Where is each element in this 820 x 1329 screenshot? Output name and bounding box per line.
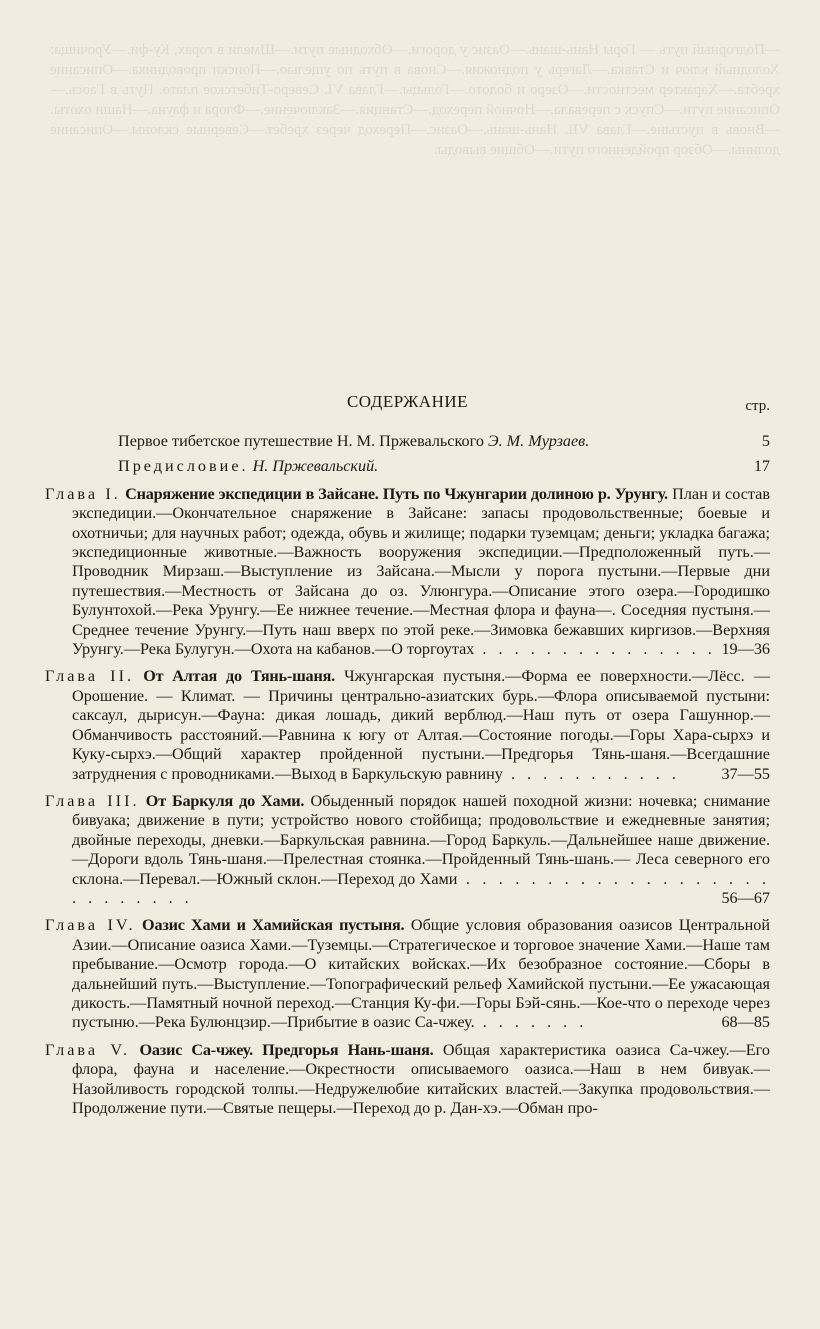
chapter-label: Глава V. (45, 1040, 131, 1059)
entry-author: Э. М. Мурзаев. (487, 432, 590, 450)
bleed-through-text: —Подгорный путь — Горы Нань-шань.—Оазис у дороги.—Обходные пути.—Шмели в горах, Ку-фи.—Урочища: Холодный ключ и Ставка.—Лагерь у подножия.—Снова в путь по ущелью.—Поиски проводника.—Описание хребта.—Характер местности.—Озеро и болото.—Гольцы.—Глава VI. Северо-Тибетское плато. Путь в Гаось.—Описание пути.—Спуск с перевала.—Ночной переход.—Станция.—Заключение.—Флора и фауна.—Наши охоты.—Вновь в пустыне.—Глава VII. Нань-шань.—Оазис.—Переход через хребет.—Северные склоны.—Описание долины.—Обзор пройденного пути.—Общие выводы. (50, 42, 780, 158)
chapter-body: План и состав экспедиции.—Окончательное снаряжение в Зайсане: запасы продовольственные; боевые и охотничьи; для научных работ; одежда, обувь и жилище; подарки туземцам; деньги; укладка багажа; экспедиционные животные.—Важность вооружения экспедиции.—Предположенный путь.—Проводник Мирзаш.—Выступление из Зайсана.—Мысли у порога пустыни.—Первые дни путешествия.—Местность от Зайсана до оз. Улюнгура.—Описание этого озера.—Городишко Булунтохой.—Река Урунгу.—Ее нижнее течение.—Местная флора и фауна—. Соседняя пустыня.—Среднее течение Урунгу.—Путь наш вверх по этой реке.—Зимовка бежавших киргизов.—Верхняя Урунгу.—Река Булугун.—Охота на кабанов.—О торгоутах (72, 484, 770, 659)
chapter-title: Оазис Са-чжеу. Предгорья Нань-шаня. (139, 1040, 434, 1059)
chapter-pages: 56—67 (721, 888, 770, 907)
chapter-pages: 37—55 (721, 764, 770, 783)
chapter-label: Глава III. (45, 791, 140, 810)
toc-entry-chapter-2[interactable] (45, 667, 770, 783)
toc-entry-chapter-4[interactable] (45, 916, 770, 1032)
chapter-body: Общие условия образования оазисов Центральной Азии.—Описание оазиса Хами.—Туземцы.—Стратегическое и торговое значение Хами.—Наше там пребывание.—Осмотр города.—О китайских войсках.—Их безобразное состояние.—Сборы в дальнейший путь.—Выступление.—Топографический рельеф Хамийской пустыни.—Ее ужасающая дикость.—Памятный ночной переход.—Станция Ку-фи.—Горы Бэй-сянь.—Кое-что о переходе через пустыню.—Река Булюнцзир.—Прибытие в оазис Са-чжеу. (72, 916, 771, 1032)
chapter-body: Обыденный порядок нашей походной жизни: ночевка; снимание бивуака; движение в пути; устройство нового стойбища; продовольствие и ежедневные занятия; двойные переходы, дневки.—Баркульская равнина.—Город Баркуль.—Дальнейшее наше движение.—Дороги вдоль Тянь-шаня.—Прелестная стоянка.—Пройденный Тянь-шань.— Леса северного его склона.—Перевал.—Южный склон.—Переход до Хами (72, 791, 771, 888)
chapter-body: Чжунгарская пустыня.—Форма ее поверхности.—Лёсс. — Орошение. — Климат. — Причины центрально-азиатских бурь.—Флора описываемой пустыни: саксаул, дырисун.—Фауна: дикая лошадь, дикий верблюд.—Наш путь от озера Гашуннор.—Обманчивость расстояний.—Равнина к югу от Алтая.—Состояние погоды.—Горы Хара-сырхэ и Куку-сырхэ.—Общий характер пройденной пустыни.—Предгорья Тянь-шаня.—Всегдашние затруднения с проводниками.—Выход в Баркульскую равнину (72, 667, 771, 783)
entry-page: 5 (761, 432, 770, 450)
chapter-title: Оазис Хами и Хамийская пустыня. (142, 916, 405, 935)
entry-label: Предисловие. (118, 457, 249, 476)
toc-entry-intro[interactable] (45, 432, 770, 451)
toc-heading (45, 388, 770, 418)
entry-author: Н. Пржевальский. (252, 457, 379, 476)
leader-dots: . . . . . . . . . . . . . . . . . . . . . . . . . . . (72, 869, 770, 907)
chapter-pages: 19—36 (721, 640, 770, 659)
chapter-title: От Алтая до Тянь-шаня. (143, 667, 335, 686)
toc-entry-preface[interactable] (45, 457, 770, 476)
table-of-contents (45, 388, 770, 1118)
chapter-label: Глава IV. (45, 916, 136, 935)
chapter-title: От Баркуля до Хами. (145, 791, 305, 810)
chapter-label: Глава II. (45, 667, 135, 686)
entry-page: 17 (753, 457, 770, 476)
page-column-label: стр. (745, 398, 770, 414)
leader-dots: . . . . . . . . . . . (502, 764, 680, 783)
entry-text: Первое тибетское путешествие Н. М. Пржевальского (118, 432, 484, 450)
chapter-pages: 68—85 (721, 1013, 770, 1032)
toc-entry-chapter-1[interactable] (45, 485, 770, 660)
chapter-body: Общая характеристика оазиса Са-чжеу.—Его флора, фауна и население.—Окрестности описываемого оазиса.—Наш в нем бивуак.—Назойливость городской толпы.—Недружелюбие китайских властей.—Закупка продовольствия.—Продолжение пути.—Святые пещеры.—Переход до р. Дан-хэ.—Обман про- (72, 1040, 770, 1117)
chapter-label: Глава I. (45, 484, 121, 503)
page-title: СОДЕРЖАНИЕ (346, 392, 469, 411)
toc-entry-chapter-3[interactable] (45, 792, 770, 908)
chapter-title: Снаряжение экспедиции в Зайсане. Путь по Чжунгарии долиною р. Урунгу. (125, 484, 668, 503)
leader-dots: . . . . . . . . . . . . . . . (474, 640, 716, 659)
leader-dots: . . . . . . . (474, 1013, 588, 1032)
toc-entry-chapter-5[interactable] (45, 1041, 770, 1119)
